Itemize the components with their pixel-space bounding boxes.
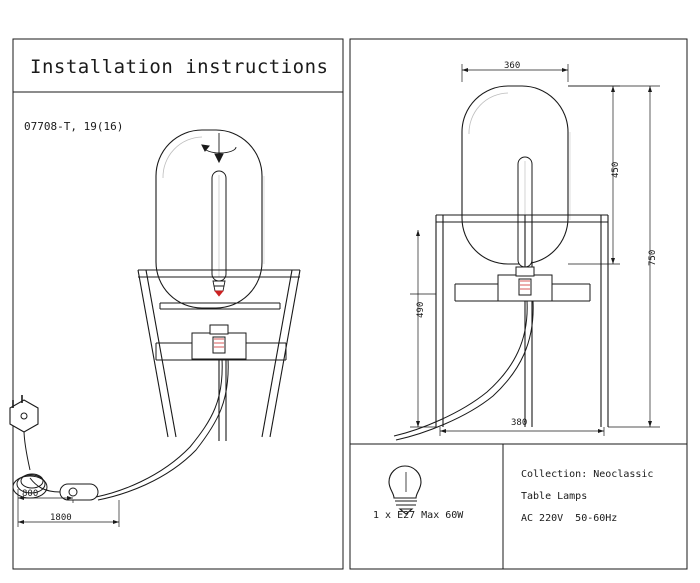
plug-icon: [10, 395, 38, 432]
panel-borders: [13, 39, 687, 569]
spec-collection: Collection: Neoclassic: [521, 469, 654, 480]
bulb-spec-label: 1 x E27 Max 60W: [373, 510, 464, 521]
dimension-label-380: 380: [511, 418, 528, 428]
right-lamp-drawing: [394, 86, 608, 440]
product-code: 07708-T, 19(16): [24, 120, 124, 133]
page-title: Installation instructions: [30, 56, 329, 78]
dimension-label-360: 360: [504, 61, 521, 71]
dimension-label-490: 490: [416, 301, 426, 318]
dimension-label-800: 800: [22, 489, 39, 499]
spec-category: Table Lamps: [521, 491, 588, 502]
left-lamp-drawing: [10, 130, 300, 500]
spec-voltage: AC 220V 50-60Hz: [521, 513, 618, 524]
dimension-label-450: 450: [611, 161, 621, 178]
bulb-icon: [389, 466, 421, 514]
dimension-label-750: 750: [648, 249, 658, 266]
dimension-label-1800: 1800: [50, 513, 72, 523]
